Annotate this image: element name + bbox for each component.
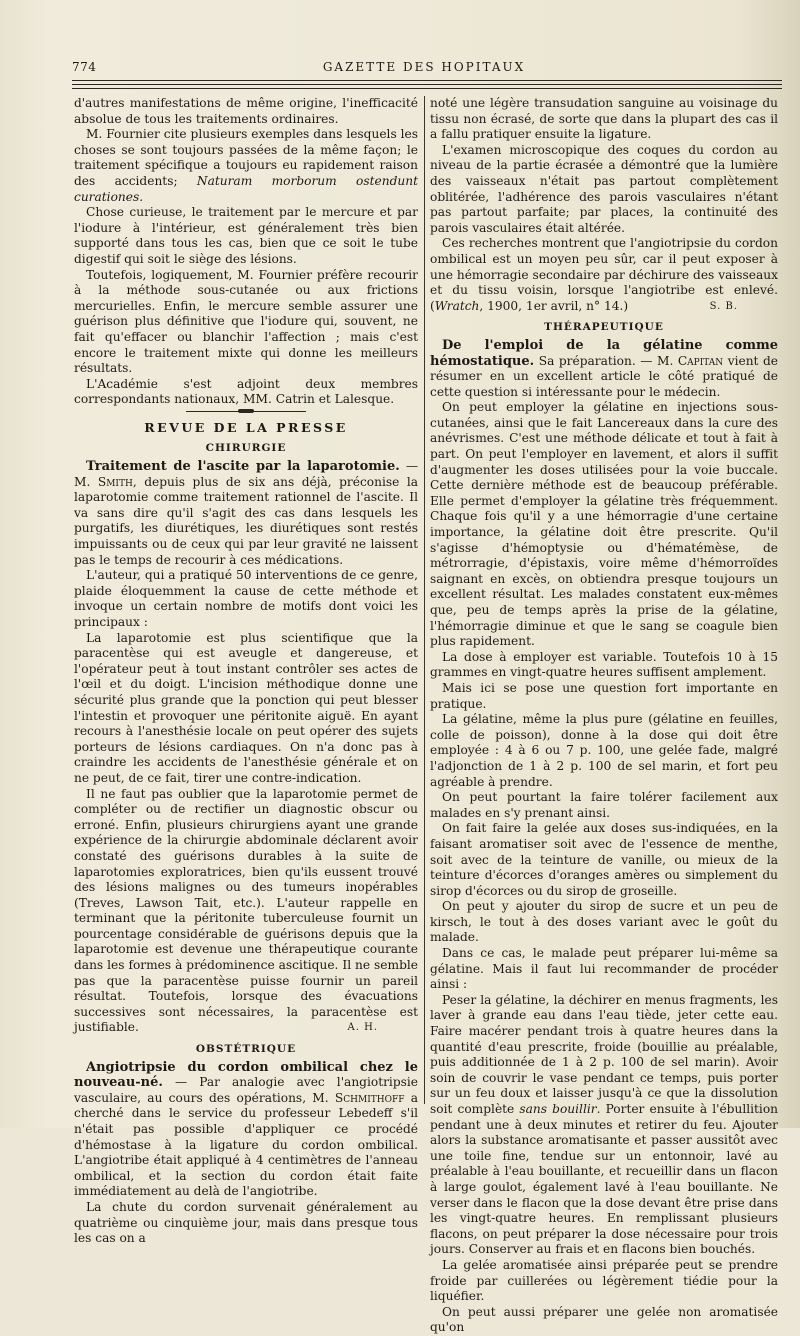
paragraph: Angiotripsie du cordon ombilical chez le nouveau-né. — Par analogie avec l'angiotripsie vasculaire, au cours des opérations, M. Schmithoff a cherché dans le service du professeur Lebedeff s'il n'était pas possible d'appliquer ce procédé d'hémostase à la ligature du cordon ombilical. L'angiotribe était appliqué à 4 centimètres de l'anneau ombilical, et la section du cordon était faite immédiatement au delà de l'angiotribe. [74,1059,419,1199]
article-title: De l'emploi de la gélatine comme hémostatique. [430,337,778,369]
paragraph: La gélatine, même la plus pure (gélatine en feuilles, colle de poisson), donne à la dose qui doit être employée : 4 à 6 ou 7 p. 100, une gelée fade, malgré l'adjonction de 1 à 2 p. 100 de sel marin, et fort peu agréable à prendre. [430,712,778,789]
section-title: REVUE DE LA PRESSE [144,419,348,435]
latin-quote: Naturam morborum ostendunt curationes. [74,173,418,204]
ornament-rule [186,411,306,412]
header-rule [72,88,782,89]
paragraph: Mais ici se pose une question fort importante en pratique. [430,680,778,711]
paragraph: L'examen microscopique des coques du cordon au niveau de la partie écrasée a démontré que la lumière des vaisseaux n'était pas partout complètement oblitérée, l'adhérence des parois vasculaires n'étant pas partout parfaite; par places, la continuité des parois vasculaires était altérée. [430,142,778,235]
paragraph: La dose à employer est variable. Toutefois 10 à 15 grammes en vingt-quatre heures suffisent amplement. [430,649,778,680]
paragraph: Peser la gélatine, la déchirer en menus fragments, les laver à grande eau dans l'eau tiède, jeter cette eau. Faire macérer pendant trois à quatre heures dans la quantité d'eau prescrite, froide (bouillie au préalable, puis additionnée de 1 à 2 p. 100 de sel marin). Avoir soin de couvrir le vase pendant ce temps, puis porter sur un feu doux et laisser jusqu'à ce que la dissolution soit complète sans bouillir. Porter ensuite à l'ébullition pendant une à deux minutes et retirer du feu. Ajouter alors la substance aromatisante et passer aussitôt avec une toile fine, tendue sur un entonnoir, lavé au préalable à l'eau bouillante, et recueillir dans un flacon à large goulot, également lavé à l'eau bouillante. Ne verser dans le flacon que la dose devant être prise dans les vingt-quatre heures. En remplissant plusieurs flacons, on peut préparer la dose nécessaire pour trois jours. Conserver au frais et en flacons bien bouchés. [430,992,779,1257]
emphasis: sans bouillir [519,1102,597,1116]
reference: Wratch [434,298,480,313]
subsection-chirurgie: CHIRURGIE [205,442,287,455]
paragraph: On peut aussi préparer une gelée non aromatisée qu'on [430,1304,778,1335]
paragraph: De l'emploi de la gélatine comme hémostatique. Sa préparation. — M. Capitan vient de résumer en un excellent article le côté pratiqué de cette question si intéressante pour le médecin. [430,337,778,399]
subsection-obstetrique: OBSTÉTRIQUE [195,1043,297,1056]
author-name: Schmithoff [334,1090,405,1105]
right-column [430,96,778,1336]
page-header [72,60,776,80]
paragraph: d'autres manifestations de même origine, l'inefficacité absolue de tous les traitements ordinaires. [74,96,418,126]
author-name: Smith [97,474,133,489]
paragraph: M. Fournier cite plusieurs exemples dans lesquels les choses se sont toujours passées de la même façon; le traitement spécifique a toujours eu rapidement raison des accidents; Naturam morborum ostendunt curationes. [74,127,418,204]
paragraph: La laparotomie est plus scientifique que la paracentèse qui est aveugle et dangereuse, et l'opérateur peut à tout instant contrôler ses actes de l'œil et du doigt. L'incision méthodique donne une sécurité plus grande que la ponction qui peut blesser l'intestin et provoquer une péritonite aiguë. En ayant recours à l'anesthésie locale on peut opérer des sujets porteurs de lésions cardiaques. On n'a donc pas à craindre les accidents de l'anesthésie générale et on ne peut, de ce fait, tirer une contre-indication. [74,630,418,785]
paragraph: On fait faire la gelée aux doses sus-indiquées, en la faisant aromatiser soit avec de l'essence de menthe, soit avec de la teinture de vanille, ou mieux de la teinture d'écorces d'oranges amères ou simplement du sirop d'écorces ou du sirop de groseille. [430,821,778,898]
paragraph: On peut y ajouter du sirop de sucre et un peu de kirsch, le tout à des doses variant avec le goût du malade. [430,899,778,945]
paragraph: On peut employer la gélatine en injections sous-cutanées, ainsi que le fait Lancereaux dans la cure des anévrismes. C'est une méthode délicate et tout à fait à part. On peut l'employer en lavement, et alors il suffit d'augmenter les doses utilisées pour la voie buccale. Cette dernière méthode est de beaucoup préférable. Elle permet d'employer la gélatine très fréquemment. Chaque fois qu'il y a une hémorragie d'une certaine importance, la gélatine doit être prescrite. Qu'il s'agisse d'hémoptysie ou d'hématémèse, de métrorragie, d'épistaxis, voire même d'hémorroïdes saignant en excès, on obtiendra presque toujours un excellent résultat. Les malades constatent eux-mêmes que, peu de temps après la prise de la gélatine, l'hémorragie diminue et que le sang se coagule bien plus rapidement. [430,400,778,649]
article-title: Angiotripsie du cordon ombilical chez le nouveau-né. [74,1059,418,1091]
subsection-therapeutique: THÉRAPEUTIQUE [544,321,664,334]
paragraph: La gelée aromatisée ainsi préparée peut se prendre froide par cuillerées ou légèrement tiédie pour la liquéfier. [430,1257,778,1304]
signature: A. H. [347,1022,378,1034]
paragraph: On peut pourtant la faire tolérer facilement aux malades en s'y prenant ainsi. [430,790,778,820]
article-title: Traitement de l'ascite par la laparotomie. [86,459,400,475]
paragraph: Traitement de l'ascite par la laparotomie. — M. Smith, depuis plus de six ans déjà, préconise la laparotomie comme traitement rationnel de l'ascite. Il va sans dire qu'il s'agit des cas dans lesquels les purgatifs, les diurétiques, les diurétiques sont restés impuissants ou de ceux qui par leur gravité ne laissent pas le temps de recourir à ces médications. [74,459,419,567]
paragraph: La chute du cordon survenait généralement au quatrième ou cinquième jour, mais dans presque tous les cas on a [74,1199,418,1246]
signature: S. B. [709,300,738,312]
column-divider [424,96,425,1104]
paragraph: Toutefois, logiquement, M. Fournier préfère recourir à la méthode sous-cutanée ou aux frictions mercurielles. Enfin, le mercure semble assurer une guérison plus définitive que l'iodure qui, souvent, ne fait qu'effacer ou blanchir l'affection ; mais c'est encore le traitement mixte qui donne les meilleurs résultats. [74,267,418,376]
paragraph: noté une légère transudation sanguine au voisinage du tissu non écrasé, de sorte que dans la plupart des cas il a fallu pratiquer ensuite la ligature. [430,96,778,142]
paragraph: L'Académie s'est adjoint deux membres correspondants nationaux, MM. Catrin et Lalesque. [74,376,418,407]
paragraph: Il ne faut pas oublier que la laparotomie permet de compléter ou de rectifier un diagnostic obscur ou erroné. Enfin, plusieurs chirurgiens ayant une grande expérience de la chirurgie abdominale déclarent avoir constaté des guérisons durables à la suite de laparotomies exploratrices, bien qu'ils eussent trouvé des lésions malignes ou des tumeurs inopérables (Treves, Lawson Tait, etc.). L'auteur rappelle en terminant que la péritonite tuberculeuse fournit un pourcentage considérable de guérisons depuis que la laparotomie est devenue une thérapeutique courante dans les formes à prédominence ascitique. Il ne semble pas que la paracentèse puisse fournir un pareil résultat. Toutefois, lorsque des évacuations successives sont nécessaires, la paracentèse est justifiable. A. H. [74,786,418,1035]
header-double-rule [72,80,782,85]
paragraph: L'auteur, qui a pratiqué 50 interventions de ce genre, plaide éloquemment la cause de cette méthode et invoque un certain nombre de motifs dont voici les principaux : [74,568,418,629]
paragraph: Ces recherches montrent que l'angiotripsie du cordon ombilical est un moyen peu sûr, car il peut exposer à une hémorragie secondaire par déchirure des vaisseaux et du tissu voisin, lorsque l'angiotribe est enlevé. (Wratch, 1900, 1er avril, n° 14.) S. B. [430,236,778,313]
left-column [74,96,418,1247]
paragraph: Chose curieuse, le traitement par le mercure et par l'iodure à l'intérieur, est généralement très bien supporté dans tous les cas, bien que ce soit le tube digestif qui soit le siège des lésions. [74,205,418,266]
paragraph: Dans ce cas, le malade peut préparer lui-même sa gélatine. Mais il faut lui recommander de procéder ainsi : [430,946,778,992]
author-name: Capitan [677,353,724,368]
journal-title: GAZETTE DES HOPITAUX [322,60,526,74]
page-number: 774 [72,60,97,74]
